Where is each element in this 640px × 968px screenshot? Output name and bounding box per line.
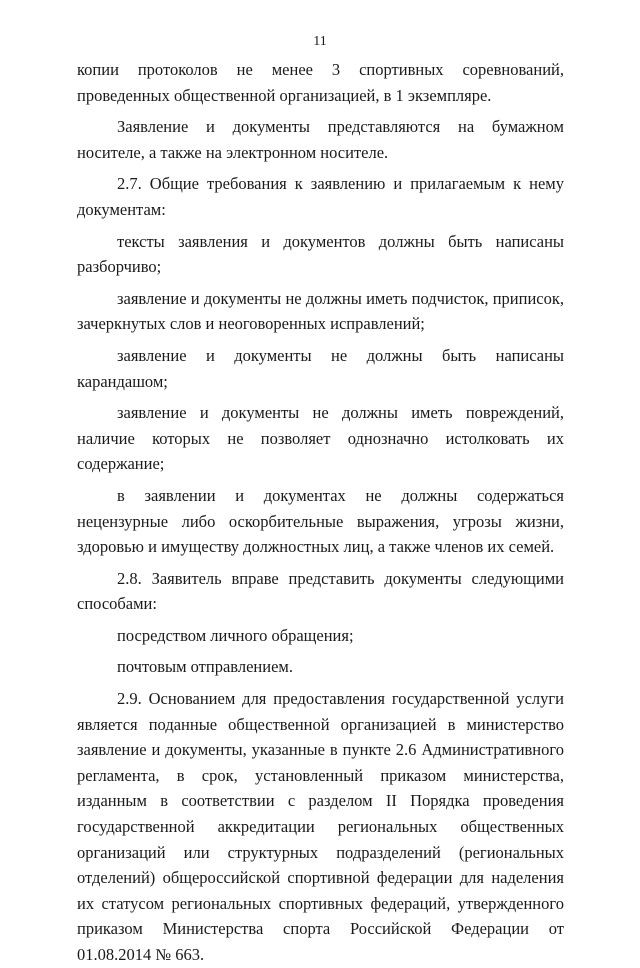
paragraph: посредством личного обращения; — [117, 625, 354, 645]
document-body — [77, 57, 564, 968]
paragraph: почтовым отправлением. — [117, 657, 293, 677]
paragraph: в заявлении и документах не должны содержаться нецензурные либо оскорбительные выражения, угрозы жизни, здоровью и имуществу должностных лиц, а также членов их семей. — [77, 485, 564, 557]
paragraph: заявление и документы не должны иметь повреждений, наличие которых не позволяет однозначно истолковать их содержание; — [77, 403, 564, 474]
paragraph: 2.8. Заявитель вправе представить документы следующими способами: — [77, 568, 564, 614]
paragraph: Заявление и документы представляются на бумажном носителе, а также на электронном носителе. — [77, 117, 564, 162]
page-number: 11 — [313, 34, 327, 49]
paragraph: 2.9. Основанием для предоставления государственной услуги является поданные общественной организацией в министерство заявление и документы, указанные в пункте 2.6 Административного регламента, в срок, установленный приказом министерства, изданным в соответствии с разделом II Порядка проведения государственной аккредитации региональных общественных организаций или структурных подразделений (региональных отделений) общероссийской спортивной федерации для наделения их статусом региональных спортивных федераций, утвержденного приказом Министерства спорта Российской Федерации от 01.08.2014 № 663. — [77, 689, 564, 964]
paragraph: 2.7. Общие требования к заявлению и прилагаемым к нему документам: — [77, 174, 564, 219]
paragraph: заявление и документы не должны быть написаны карандашом; — [77, 345, 564, 391]
paragraph: копии протоколов не менее 3 спортивных соревнований, проведенных общественной организацией, в 1 экземпляре. — [77, 60, 564, 105]
paragraph: заявление и документы не должны иметь подчисток, приписок, зачеркнутых слов и неоговоренных исправлений; — [77, 288, 564, 334]
paragraph: тексты заявления и документов должны быть написаны разборчиво; — [77, 231, 564, 277]
